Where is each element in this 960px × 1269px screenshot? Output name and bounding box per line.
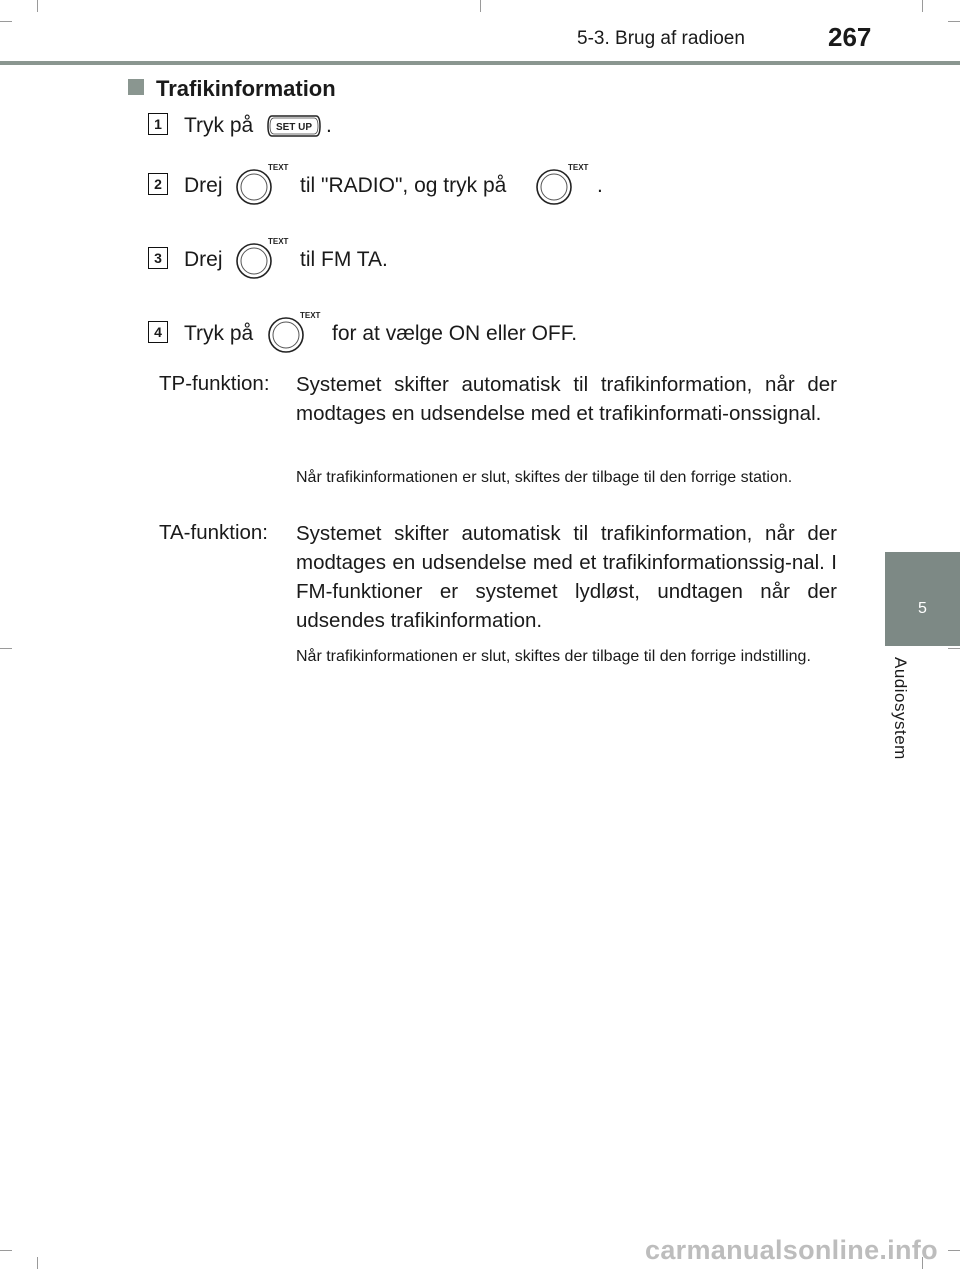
knob-label: TEXT (568, 163, 589, 172)
step-text: til "RADIO", og tryk på (300, 174, 507, 197)
definition-body: Systemet skifter automatisk til trafikinformation, når der modtages en udsendelse med et trafikinformati-onssignal. (296, 373, 837, 425)
crop-mark (948, 1250, 960, 1251)
step-number: 4 (148, 321, 168, 343)
step-4 (148, 311, 848, 361)
knob-label: TEXT (300, 311, 321, 320)
tune-knob-icon (232, 161, 294, 207)
setup-button-icon (266, 113, 322, 139)
step-text: Drej (184, 174, 223, 197)
chapter-label-container (882, 657, 922, 787)
page-number: 267 (828, 22, 872, 52)
step-number: 2 (148, 173, 168, 195)
chapter-label: Audiosystem (891, 657, 910, 760)
definition-term: TA-funktion: (159, 521, 268, 544)
step-text: . (597, 174, 603, 197)
step-3 (148, 237, 848, 287)
crop-mark (0, 648, 12, 649)
crop-mark (480, 0, 481, 12)
chapter-number: 5 (918, 600, 927, 617)
crop-mark (0, 21, 12, 22)
step-text: Tryk på (184, 322, 254, 345)
step-text: for at vælge ON eller OFF. (332, 322, 578, 345)
definition-note: Når trafikinformationen er slut, skiftes der tilbage til den forrige station. (296, 469, 793, 486)
crop-mark (922, 0, 923, 12)
knob-label: TEXT (268, 237, 289, 246)
header-section-title: 5-3. Brug af radioen (577, 28, 745, 49)
tune-knob-icon (532, 161, 594, 207)
crop-mark (948, 648, 960, 649)
step-text: til FM TA. (300, 248, 388, 271)
definition-note: Når trafikinformationen er slut, skiftes der tilbage til den forrige indstilling. (296, 648, 811, 665)
step-2 (148, 163, 848, 213)
section-title-text: Trafikinformation (156, 76, 336, 101)
section-title (128, 76, 336, 102)
crop-mark (948, 21, 960, 22)
step-number: 3 (148, 247, 168, 269)
chapter-tab (885, 552, 960, 646)
tune-knob-icon (232, 235, 294, 281)
step-text: . (326, 114, 332, 137)
knob-label: TEXT (268, 163, 289, 172)
step-text: Tryk på (184, 114, 254, 137)
crop-mark (37, 1257, 38, 1269)
crop-mark (0, 1250, 12, 1251)
step-text: Drej (184, 248, 223, 271)
watermark: carmanualsonline.info (645, 1235, 938, 1265)
definition-body: Systemet skifter automatisk til trafikinformation, når der modtages en udsendelse med et trafikinformationssig-nal. I FM-funktioner er systemet lydløst, undtagen når der udsendes trafikinformation. (296, 522, 837, 632)
section-bullet-icon (128, 79, 144, 95)
setup-button-label: SET UP (275, 122, 313, 133)
definition-term: TP-funktion: (159, 372, 270, 395)
crop-mark (37, 0, 38, 12)
step-number: 1 (148, 113, 168, 135)
header-rule (0, 61, 960, 65)
step-1 (148, 113, 848, 153)
tune-knob-icon (264, 309, 326, 355)
